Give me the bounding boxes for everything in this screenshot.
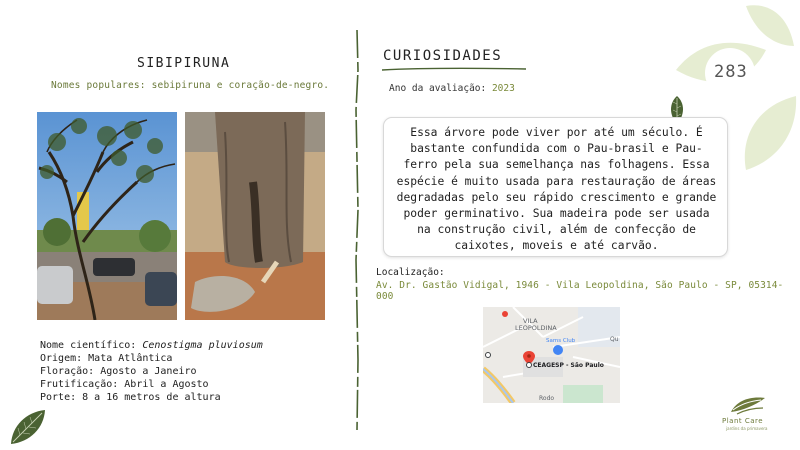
address-text: Av. Dr. Gastão Vidigal, 1946 - Vila Leopoldina, São Paulo - SP, 05314-000	[376, 280, 784, 302]
map-district-1: VILA	[523, 317, 538, 325]
trunk-photo	[185, 112, 325, 320]
curiosity-card	[383, 117, 728, 257]
plant-care-logo-icon	[727, 394, 767, 416]
tree-title: SIBIPIRUNA	[137, 56, 231, 71]
popular-names: Nomes populares: sebipiruna e coração-de-negro.	[51, 80, 330, 91]
map-district-2: LEOPOLDINA	[515, 324, 557, 332]
location-map[interactable]	[483, 307, 620, 403]
evaluation-year: Ano da avaliação: 2023	[389, 83, 515, 94]
page-number-badge: 283	[714, 62, 748, 82]
tree-photo	[37, 112, 177, 320]
flowering-line: Floração: Agosto a Janeiro	[40, 366, 197, 377]
title-underline	[381, 66, 527, 72]
logo-name: Plant Care	[722, 417, 764, 425]
map-road-label: Rodo	[539, 395, 555, 402]
map-place-label: CEAGESP - São Paulo	[533, 362, 604, 369]
origin-line: Origem: Mata Atlântica	[40, 353, 173, 364]
vertical-divider	[352, 30, 362, 430]
year-value: 2023	[491, 83, 515, 94]
scientific-name: Cenostigma pluviosum	[142, 340, 263, 351]
map-corner-label: Qu	[610, 336, 619, 343]
map-store-label: Sams Club	[546, 338, 576, 344]
leaf-icon-bottom	[8, 406, 48, 446]
curiosities-title: CURIOSIDADES	[383, 48, 503, 64]
logo-tagline: jardins da primavera	[726, 426, 768, 431]
scientific-name-line: Nome científico: Cenostigma pluviosum	[40, 340, 263, 351]
tree-facts	[40, 339, 263, 404]
fruiting-line: Frutificação: Abril a Agosto	[40, 379, 209, 390]
curiosity-text: Essa árvore pode viver por até um século. É bastante confundida com o Pau-brasil e Pau-ferro pela sua semelhança nas folhagens. Essa espécie é muito usada para restauração de áreas degradadas pelo seu rápido crescimento e grande poder germinativo. Sua madeira pode ser usada na construção civil, além de confecção de caixotes, moveis e até carvão.	[396, 126, 717, 253]
location-label: Localização:	[376, 267, 445, 278]
size-line: Porte: 8 a 16 metros de altura	[40, 392, 221, 403]
